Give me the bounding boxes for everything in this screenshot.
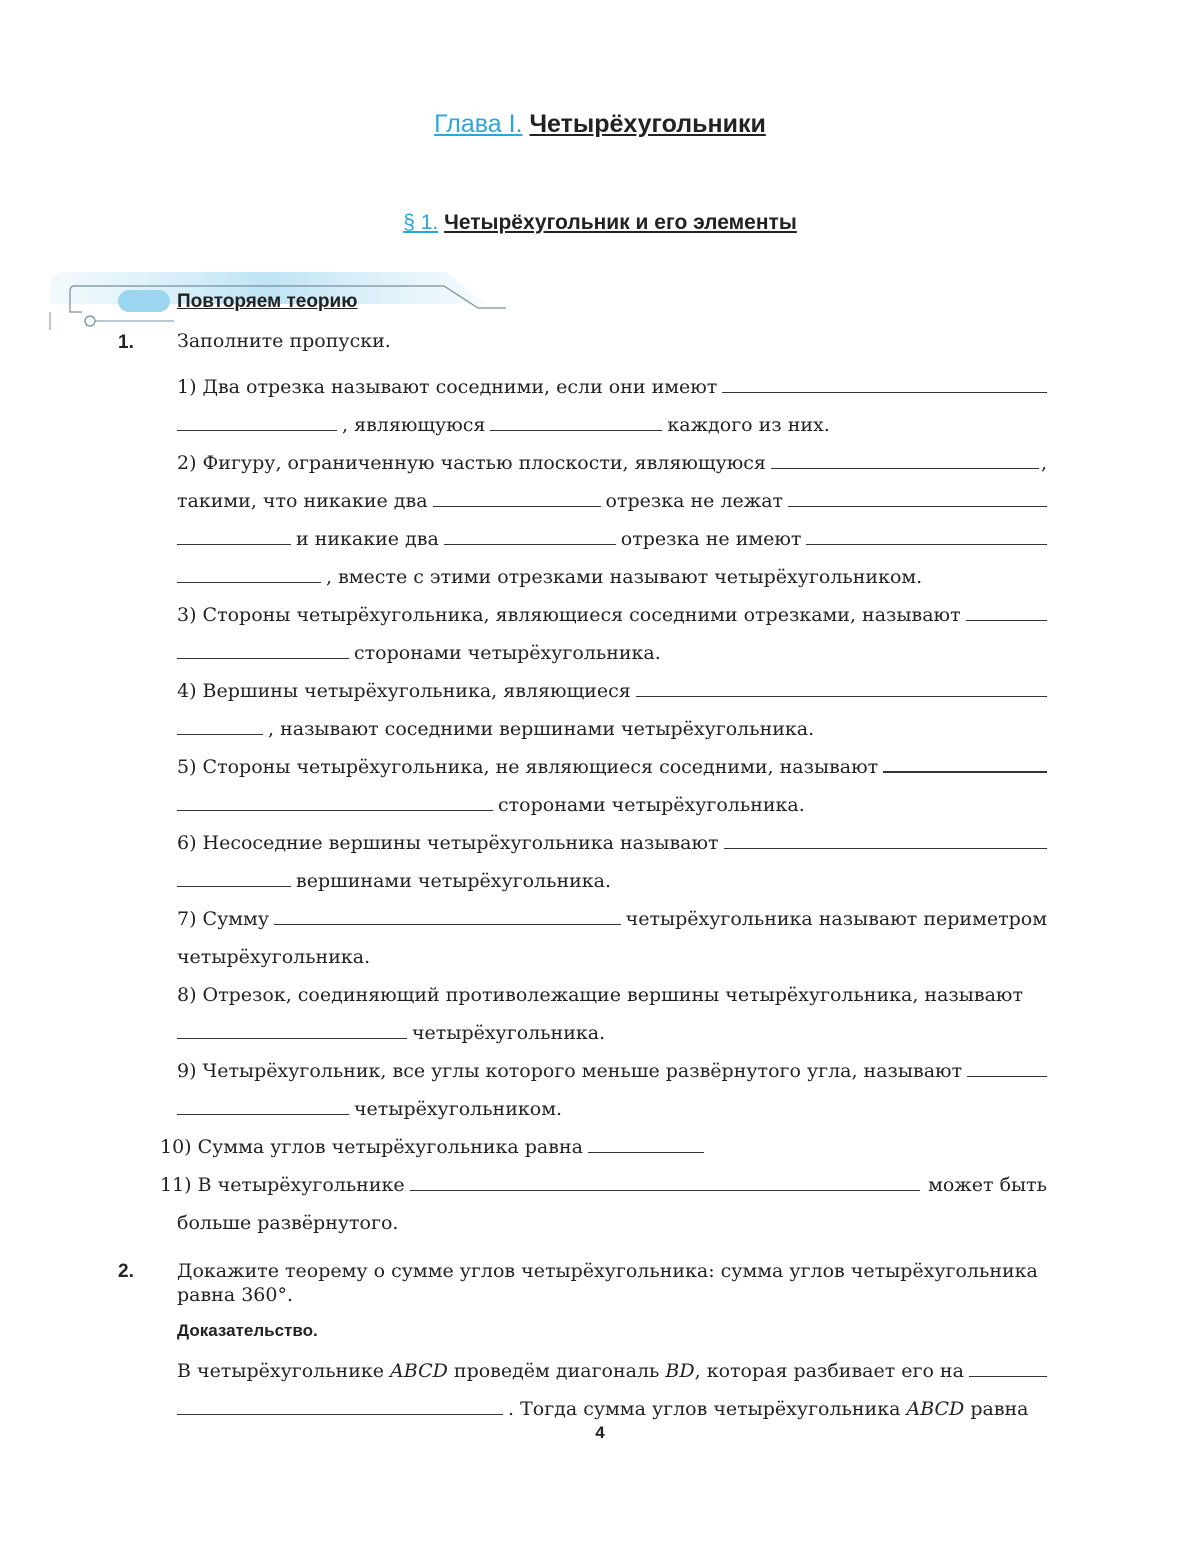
- item-2-line-b: [177, 489, 1047, 513]
- item-5-line-a: [177, 755, 1047, 779]
- item-2-line-d: [177, 565, 1047, 589]
- item-2-text-d: , вместе с этими отрезками называют четырёхугольником.: [326, 566, 923, 588]
- item-1-text-a: 1) Два отрезка называют соседними, если они имеют: [177, 376, 718, 398]
- item-9-line-b: [177, 1097, 1047, 1121]
- item-2-text-a-end: ,: [1040, 452, 1047, 474]
- task-2-line-1: [177, 1259, 1047, 1283]
- blank-field[interactable]: [177, 1100, 349, 1115]
- blank-field[interactable]: [588, 1138, 704, 1153]
- task-2-text-1: Докажите теорему о сумме углов четырёхугольника: сумма углов четырёхугольника: [177, 1260, 1038, 1282]
- page-number: 4: [595, 1423, 605, 1442]
- item-4-line-b: [177, 717, 1047, 741]
- proof-text-1c: , которая разбивает его на: [694, 1360, 964, 1382]
- item-3-text-b: сторонами четырёхугольника.: [354, 642, 661, 664]
- item-3-text-a: 3) Стороны четырёхугольника, являющиеся соседними отрезками, называют: [177, 604, 961, 626]
- proof-text-2b: равна: [970, 1398, 1029, 1420]
- blank-field[interactable]: [490, 416, 662, 431]
- proof-text-1a: В четырёхугольнике: [177, 1360, 384, 1382]
- task-1-number: 1.: [118, 332, 134, 353]
- item-11-text-a2: может быть: [928, 1174, 1047, 1196]
- item-6-text-a: 6) Несоседние вершины четырёхугольника называют: [177, 832, 719, 854]
- blank-field[interactable]: [771, 454, 1039, 469]
- item-1-line-b: [177, 413, 1047, 437]
- item-9-line-a: [177, 1059, 1047, 1083]
- item-8-line-a: [177, 983, 1047, 1007]
- item-3-line-a: [177, 603, 1047, 627]
- blank-field[interactable]: [806, 530, 1047, 545]
- blank-field[interactable]: [636, 682, 1047, 697]
- proof-line-1: [177, 1359, 1047, 1383]
- task-2-line-2: [177, 1283, 1047, 1307]
- section-prefix: § 1.: [403, 211, 439, 234]
- item-4-line-a: [177, 679, 1047, 703]
- item-2-line-c: [177, 527, 1047, 551]
- theory-banner-title: Повторяем теорию: [177, 291, 358, 312]
- blank-field[interactable]: [722, 378, 1047, 393]
- item-2-text-c1: и никакие два: [296, 528, 439, 550]
- proof-line-2: [177, 1397, 1047, 1421]
- item-7-text-a2: четырёхугольника называют периметром: [625, 908, 1047, 930]
- blank-field[interactable]: [177, 644, 349, 659]
- proof-abcd: ABCD: [390, 1360, 448, 1382]
- item-4-text-b: , называют соседними вершинами четырёхугольника.: [268, 718, 815, 740]
- blank-field[interactable]: [433, 492, 601, 507]
- blank-field[interactable]: [177, 1024, 407, 1039]
- task-1-instruction-text: Заполните пропуски.: [177, 330, 391, 352]
- task-2-text-2: равна 360°.: [177, 1284, 294, 1306]
- blank-field[interactable]: [444, 530, 616, 545]
- item-2-text-b2: отрезка не лежат: [605, 490, 784, 512]
- blank-field[interactable]: [966, 606, 1047, 621]
- item-7-text-a1: 7) Сумму: [177, 908, 269, 930]
- item-7-text-b: четырёхугольника.: [177, 946, 371, 968]
- blank-field[interactable]: [274, 910, 621, 925]
- item-9-text-a: 9) Четырёхугольник, все углы которого меньше развёрнутого угла, называют: [177, 1060, 963, 1082]
- blank-field[interactable]: [177, 416, 337, 431]
- proof-bd: BD: [665, 1360, 695, 1382]
- task-1-instruction: [177, 329, 1047, 353]
- chapter-name: Четырёхугольники: [529, 110, 766, 138]
- item-10-text: 10) Сумма углов четырёхугольника равна: [160, 1136, 583, 1158]
- blank-field[interactable]: [410, 1176, 920, 1191]
- item-10-line: [160, 1135, 1047, 1159]
- item-11-line-b: [177, 1211, 1047, 1235]
- blank-field[interactable]: [177, 1400, 503, 1415]
- section-title: [0, 211, 1200, 235]
- proof-label: Доказательство.: [177, 1321, 318, 1340]
- item-6-text-b: вершинами четырёхугольника.: [296, 870, 612, 892]
- blank-field[interactable]: [788, 492, 1047, 507]
- item-8-text-b: четырёхугольника.: [412, 1022, 606, 1044]
- item-1-text-c: каждого из них.: [667, 414, 830, 436]
- item-2-text-b1: такими, что никакие два: [177, 490, 428, 512]
- item-2-text-a: 2) Фигуру, ограниченную частью плоскости, являющуюся: [177, 452, 766, 474]
- item-7-line-a: [177, 907, 1047, 931]
- blank-field[interactable]: [967, 1062, 1047, 1077]
- item-4-text-a: 4) Вершины четырёхугольника, являющиеся: [177, 680, 631, 702]
- item-1-text-b: , являющуюся: [342, 414, 486, 436]
- blank-field[interactable]: [177, 720, 263, 735]
- item-2-line-a: [177, 451, 1047, 475]
- chapter-title: [0, 110, 1200, 139]
- item-11-line-a: [160, 1173, 1047, 1197]
- item-3-line-b: [177, 641, 1047, 665]
- task-2-number: 2.: [118, 1261, 134, 1282]
- item-6-line-b: [177, 869, 1047, 893]
- blank-field[interactable]: [177, 530, 291, 545]
- section-name: Четырёхугольник и его элементы: [444, 211, 797, 234]
- blank-field[interactable]: [969, 1362, 1047, 1377]
- proof-text-2a: . Тогда сумма углов четырёхугольника: [508, 1398, 901, 1420]
- item-8-text-a: 8) Отрезок, соединяющий противолежащие вершины четырёхугольника, называют: [177, 984, 1023, 1006]
- item-1-line-a: [177, 375, 1047, 399]
- item-5-line-b: [177, 793, 1047, 817]
- proof-abcd-2: ABCD: [906, 1398, 965, 1420]
- item-6-line-a: [177, 831, 1047, 855]
- proof-text-1b: проведём диагональ: [453, 1360, 660, 1382]
- item-2-text-c2: отрезка не имеют: [620, 528, 802, 550]
- blank-field[interactable]: [883, 757, 1047, 773]
- chapter-prefix: Глава I.: [434, 110, 523, 138]
- item-9-text-b: четырёхугольником.: [354, 1098, 563, 1120]
- item-11-text-a1: 11) В четырёхугольнике: [160, 1174, 405, 1196]
- blank-field[interactable]: [177, 872, 291, 887]
- item-7-line-b: [177, 945, 1047, 969]
- blank-field[interactable]: [177, 568, 321, 583]
- item-5-text-a: 5) Стороны четырёхугольника, не являющиеся соседними, называют: [177, 756, 879, 778]
- item-11-text-b: больше развёрнутого.: [177, 1212, 399, 1234]
- blank-field[interactable]: [177, 796, 493, 811]
- blank-field[interactable]: [724, 834, 1047, 849]
- item-5-text-b: сторонами четырёхугольника.: [498, 794, 805, 816]
- item-8-line-b: [177, 1021, 1047, 1045]
